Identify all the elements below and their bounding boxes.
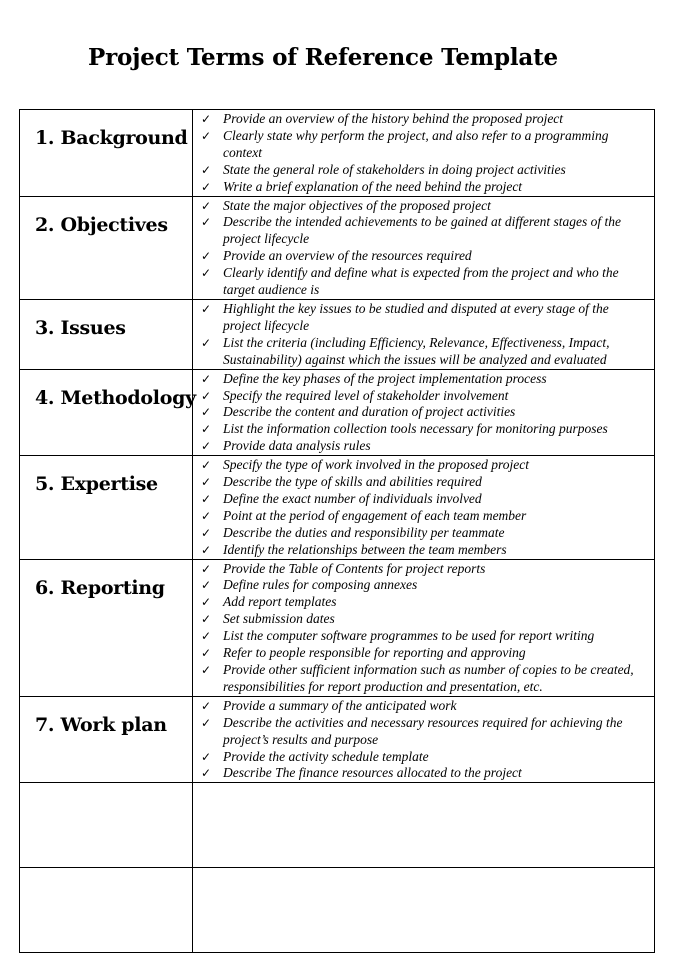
checklist bbox=[199, 698, 648, 783]
checklist-item-text: Define the exact number of individuals involved bbox=[223, 490, 482, 506]
empty-cell bbox=[193, 783, 655, 868]
checklist bbox=[199, 301, 648, 369]
checklist-item-text: Describe the activities and necessary resources required for achieving the project’s results and purpose bbox=[223, 714, 623, 747]
check-icon: ✓ bbox=[201, 508, 212, 523]
check-icon: ✓ bbox=[201, 612, 212, 627]
checklist-item-text: State the major objectives of the proposed project bbox=[223, 197, 491, 213]
check-icon: ✓ bbox=[201, 112, 212, 126]
checklist-item bbox=[199, 265, 648, 299]
check-icon: ✓ bbox=[201, 266, 212, 281]
checklist-item-text: Describe the duties and responsibility per teammate bbox=[223, 524, 505, 540]
checklist-item-text: Define rules for composing annexes bbox=[223, 577, 418, 593]
section-heading: 4. Methodology bbox=[20, 369, 193, 456]
checklist-item bbox=[199, 611, 648, 628]
checklist-item bbox=[199, 474, 648, 491]
checklist bbox=[199, 457, 648, 558]
checklist-item-text: List the computer software programmes to be used for report writing bbox=[223, 628, 595, 644]
checklist-item-text: Describe The finance resources allocated to the project bbox=[223, 765, 522, 781]
checklist-item bbox=[199, 698, 648, 715]
check-icon: ✓ bbox=[201, 542, 212, 557]
checklist-item-text: Provide the Table of Contents for project reports bbox=[223, 560, 486, 576]
checklist-item-text: Add report templates bbox=[223, 594, 337, 610]
checklist-item-text: List the criteria (including Efficiency, Relevance, Effectiveness, Impact, Sustainability) against which the issues will be analyzed and evaluated bbox=[223, 334, 610, 367]
check-icon: ✓ bbox=[201, 715, 212, 730]
checklist-item-text: Define the key phases of the project implementation process bbox=[223, 370, 547, 386]
section-row-work-plan bbox=[20, 696, 655, 783]
checklist-item bbox=[199, 179, 648, 196]
checklist-item-text: State the general role of stakeholders in doing project activities bbox=[223, 161, 566, 177]
checklist-item bbox=[199, 662, 648, 696]
checklist bbox=[199, 371, 648, 456]
empty-cell bbox=[20, 783, 193, 868]
check-icon: ✓ bbox=[201, 249, 212, 264]
section-row-objectives bbox=[20, 196, 655, 299]
checklist-item-text: List the information collection tools necessary for monitoring purposes bbox=[223, 421, 608, 437]
empty-row bbox=[20, 868, 655, 953]
empty-cell bbox=[193, 868, 655, 953]
terms-of-reference-table bbox=[19, 109, 655, 953]
checklist-item bbox=[199, 525, 648, 542]
checklist-item bbox=[199, 248, 648, 265]
section-heading: 1. Background bbox=[20, 110, 193, 197]
check-icon: ✓ bbox=[201, 162, 212, 177]
section-row-background bbox=[20, 110, 655, 197]
checklist-item bbox=[199, 594, 648, 611]
checklist-item bbox=[199, 715, 648, 749]
checklist-item bbox=[199, 491, 648, 508]
checklist-item bbox=[199, 628, 648, 645]
section-heading: 7. Work plan bbox=[20, 696, 193, 783]
section-heading: 5. Expertise bbox=[20, 456, 193, 559]
check-icon: ✓ bbox=[201, 561, 212, 576]
checklist-item bbox=[199, 128, 648, 162]
check-icon: ✓ bbox=[201, 698, 212, 713]
check-icon: ✓ bbox=[201, 646, 212, 661]
checklist-item-text: Identify the relationships between the team members bbox=[223, 541, 507, 557]
checklist-item-text: Describe the content and duration of project activities bbox=[223, 404, 516, 420]
check-icon: ✓ bbox=[201, 749, 212, 764]
checklist-item bbox=[199, 371, 648, 388]
checklist-item-text: Provide other sufficient information such as number of copies to be created, responsibilities for report production and presentation, etc. bbox=[223, 662, 634, 694]
section-heading: 6. Reporting bbox=[20, 559, 193, 696]
checklist-item-text: Clearly state why perform the project, and also refer to a programming context bbox=[223, 127, 609, 160]
check-icon: ✓ bbox=[201, 578, 212, 593]
checklist-item bbox=[199, 645, 648, 662]
check-icon: ✓ bbox=[201, 388, 212, 403]
checklist-item-text: Provide an overview of the history behind the proposed project bbox=[223, 111, 564, 126]
checklist-item-text: Refer to people responsible for reporting and approving bbox=[223, 645, 526, 661]
check-icon: ✓ bbox=[201, 405, 212, 420]
check-icon: ✓ bbox=[201, 128, 212, 143]
checklist-item-text: Provide a summary of the anticipated work bbox=[223, 697, 457, 713]
empty-cell bbox=[20, 868, 193, 953]
check-icon: ✓ bbox=[201, 371, 212, 386]
check-icon: ✓ bbox=[201, 629, 212, 644]
check-icon: ✓ bbox=[201, 766, 212, 781]
checklist-item bbox=[199, 111, 648, 128]
checklist-item bbox=[199, 561, 648, 578]
section-heading: 2. Objectives bbox=[20, 196, 193, 299]
checklist-item-text: Set submission dates bbox=[223, 611, 335, 627]
checklist bbox=[199, 561, 648, 696]
checklist-item bbox=[199, 765, 648, 782]
checklist-item-text: Highlight the key issues to be studied and disputed at every stage of the project lifecycle bbox=[223, 300, 609, 333]
document-title: Project Terms of Reference Template bbox=[88, 44, 558, 71]
checklist-item-text: Point at the period of engagement of each team member bbox=[223, 507, 527, 523]
checklist-item bbox=[199, 577, 648, 594]
checklist-item bbox=[199, 162, 648, 179]
checklist-item bbox=[199, 542, 648, 559]
checklist-item bbox=[199, 214, 648, 248]
section-row-expertise bbox=[20, 456, 655, 559]
checklist-item bbox=[199, 508, 648, 525]
check-icon: ✓ bbox=[201, 198, 212, 213]
checklist-item-text: Provide the activity schedule template bbox=[223, 748, 429, 764]
checklist-item-text: Specify the type of work involved in the proposed project bbox=[223, 457, 530, 473]
checklist-item bbox=[199, 457, 648, 474]
check-icon: ✓ bbox=[201, 475, 212, 490]
section-row-methodology bbox=[20, 369, 655, 456]
checklist-item bbox=[199, 301, 648, 335]
checklist-item bbox=[199, 388, 648, 405]
check-icon: ✓ bbox=[201, 458, 212, 473]
checklist-item bbox=[199, 438, 648, 455]
check-icon: ✓ bbox=[201, 491, 212, 506]
section-row-reporting bbox=[20, 559, 655, 696]
checklist-item-text: Specify the required level of stakeholder involvement bbox=[223, 387, 509, 403]
check-icon: ✓ bbox=[201, 335, 212, 350]
section-heading: 3. Issues bbox=[20, 299, 193, 369]
empty-row bbox=[20, 783, 655, 868]
check-icon: ✓ bbox=[201, 525, 212, 540]
check-icon: ✓ bbox=[201, 663, 212, 677]
checklist bbox=[199, 198, 648, 299]
checklist-item bbox=[199, 421, 648, 438]
checklist bbox=[199, 111, 648, 196]
section-row-issues bbox=[20, 299, 655, 369]
checklist-item-text: Provide data analysis rules bbox=[223, 438, 371, 454]
check-icon: ✓ bbox=[201, 439, 212, 454]
check-icon: ✓ bbox=[201, 422, 212, 437]
checklist-item-text: Provide an overview of the resources required bbox=[223, 248, 472, 264]
checklist-item-text: Describe the intended achievements to be gained at different stages of the project lifecycle bbox=[223, 214, 622, 247]
checklist-item bbox=[199, 749, 648, 766]
checklist-item-text: Describe the type of skills and abilities required bbox=[223, 474, 482, 490]
check-icon: ✓ bbox=[201, 301, 212, 316]
checklist-item bbox=[199, 198, 648, 215]
check-icon: ✓ bbox=[201, 215, 212, 230]
checklist-item bbox=[199, 335, 648, 369]
checklist-item bbox=[199, 404, 648, 421]
check-icon: ✓ bbox=[201, 595, 212, 610]
checklist-item-text: Clearly identify and define what is expected from the project and who the target audience is bbox=[223, 265, 619, 298]
check-icon: ✓ bbox=[201, 179, 212, 194]
checklist-item-text: Write a brief explanation of the need behind the project bbox=[223, 178, 523, 194]
